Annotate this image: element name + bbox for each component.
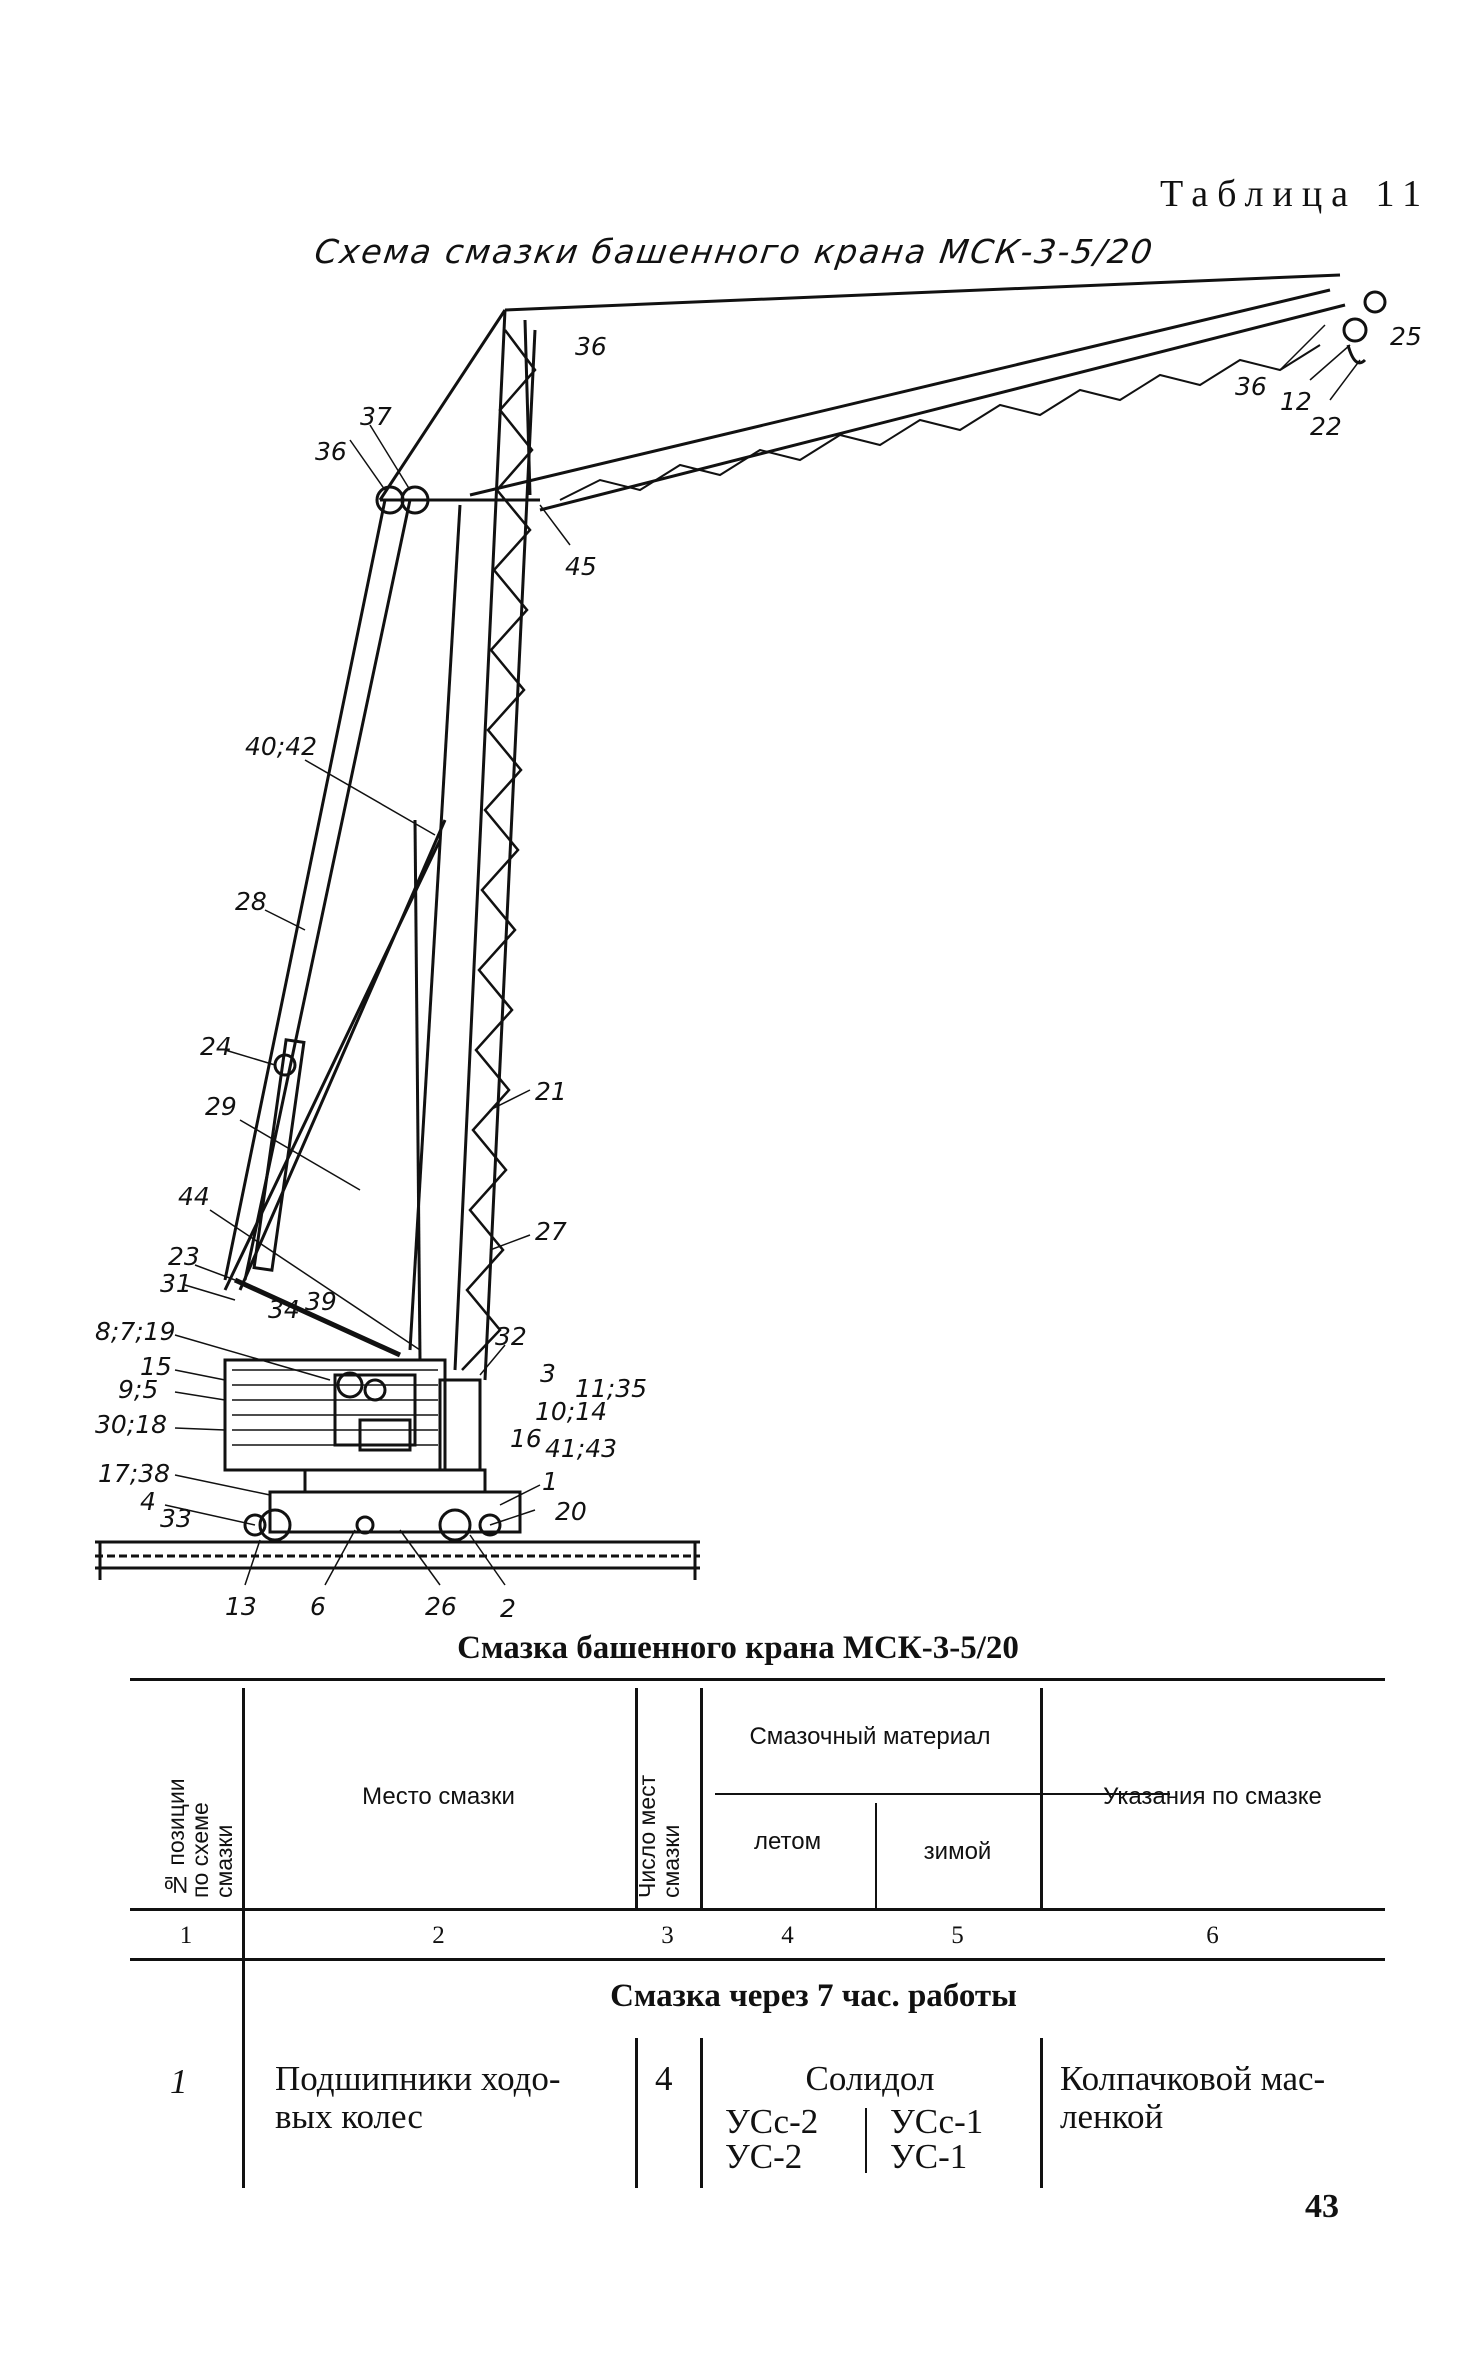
diagram-label: 2 [500, 1594, 516, 1623]
header-position: № позиции по схеме смазки [163, 1778, 237, 1898]
header-winter: зимой [923, 1838, 992, 1865]
row-instructions: Колпачковой мас- ленкой [1060, 2059, 1326, 2136]
diagram-label: 25 [1390, 322, 1422, 351]
diagram-label: 13 [225, 1592, 257, 1621]
header-place: Место смазки [362, 1783, 515, 1810]
diagram-label: 3 [540, 1359, 556, 1388]
diagram-label: 27 [535, 1217, 567, 1246]
column-number: 4 [781, 1922, 794, 1949]
row-position: 1 [170, 2062, 188, 2101]
scheme-title: Схема смазки башенного крана МСК-3-5/20 [312, 232, 1157, 271]
diagram-label: 44 [178, 1182, 210, 1211]
row-place: Подшипники ходо- вых колес [275, 2059, 561, 2136]
diagram-label: 12 [1280, 387, 1312, 416]
row-count: 4 [655, 2059, 673, 2098]
section-heading: Смазка через 7 час. работы [610, 1978, 1017, 2014]
diagram-label: 36 [575, 332, 607, 361]
diagram-label: 11;35 [575, 1374, 648, 1403]
diagram-label: 20 [555, 1497, 587, 1526]
diagram-label: 15 [140, 1352, 172, 1381]
diagram-label: 41;43 [545, 1434, 618, 1463]
diagram-label: 32 [495, 1322, 527, 1351]
header-instructions: Указания по смазке [1103, 1783, 1322, 1810]
diagram-label: 24 [200, 1032, 232, 1061]
column-number: 2 [432, 1922, 445, 1949]
diagram-label: 4 [140, 1487, 156, 1516]
column-number: 5 [951, 1922, 964, 1949]
diagram-label: 22 [1310, 412, 1342, 441]
column-number: 3 [661, 1922, 674, 1949]
diagram-label: 36 [1235, 372, 1267, 401]
diagram-label: 37 [360, 402, 392, 431]
row-summer-2: УС-2 [725, 2137, 803, 2176]
diagram-label: 6 [310, 1592, 326, 1621]
diagram-label: 1 [542, 1467, 558, 1496]
diagram-label: 21 [535, 1077, 567, 1106]
column-number: 6 [1206, 1922, 1219, 1949]
row-winter-1: УСс-1 [890, 2102, 984, 2141]
diagram-label: 39 [305, 1287, 337, 1316]
header-summer: летом [753, 1828, 822, 1855]
diagram-label: 29 [205, 1092, 237, 1121]
diagram-label: 8;7;19 [95, 1317, 176, 1346]
diagram-label: 17;38 [98, 1459, 171, 1488]
diagram-label: 36 [315, 437, 347, 466]
diagram-label: 34 [268, 1295, 300, 1324]
table-label: Таблица 11 [1160, 173, 1431, 215]
lubrication-table [130, 1678, 1385, 2188]
row-winter-2: УС-1 [890, 2137, 968, 2176]
column-number: 1 [179, 1922, 193, 1949]
diagram-label: 26 [425, 1592, 457, 1621]
diagram-label: 30;18 [95, 1410, 168, 1439]
diagram-label: 16 [510, 1424, 542, 1453]
tower [410, 310, 535, 1380]
row-summer-1: УСс-2 [725, 2102, 819, 2141]
diagram-label: 10;14 [535, 1397, 608, 1426]
table-title: Смазка башенного крана МСК-3-5/20 [457, 1630, 1019, 1666]
diagram-label: 28 [235, 887, 267, 916]
header-count: Число мест смазки [634, 1774, 684, 1898]
header-material: Смазочный материал [749, 1723, 991, 1750]
diagram-label: 23 [168, 1242, 200, 1271]
diagram-label: 45 [565, 552, 597, 581]
diagram-label: 40;42 [245, 732, 318, 761]
page-number: 43 [1305, 2188, 1339, 2225]
row-material: Солидол [805, 2059, 935, 2098]
diagram-label: 9;5 [118, 1375, 159, 1404]
diagram-label: 31 [160, 1269, 192, 1298]
diagram-label: 33 [160, 1504, 192, 1533]
